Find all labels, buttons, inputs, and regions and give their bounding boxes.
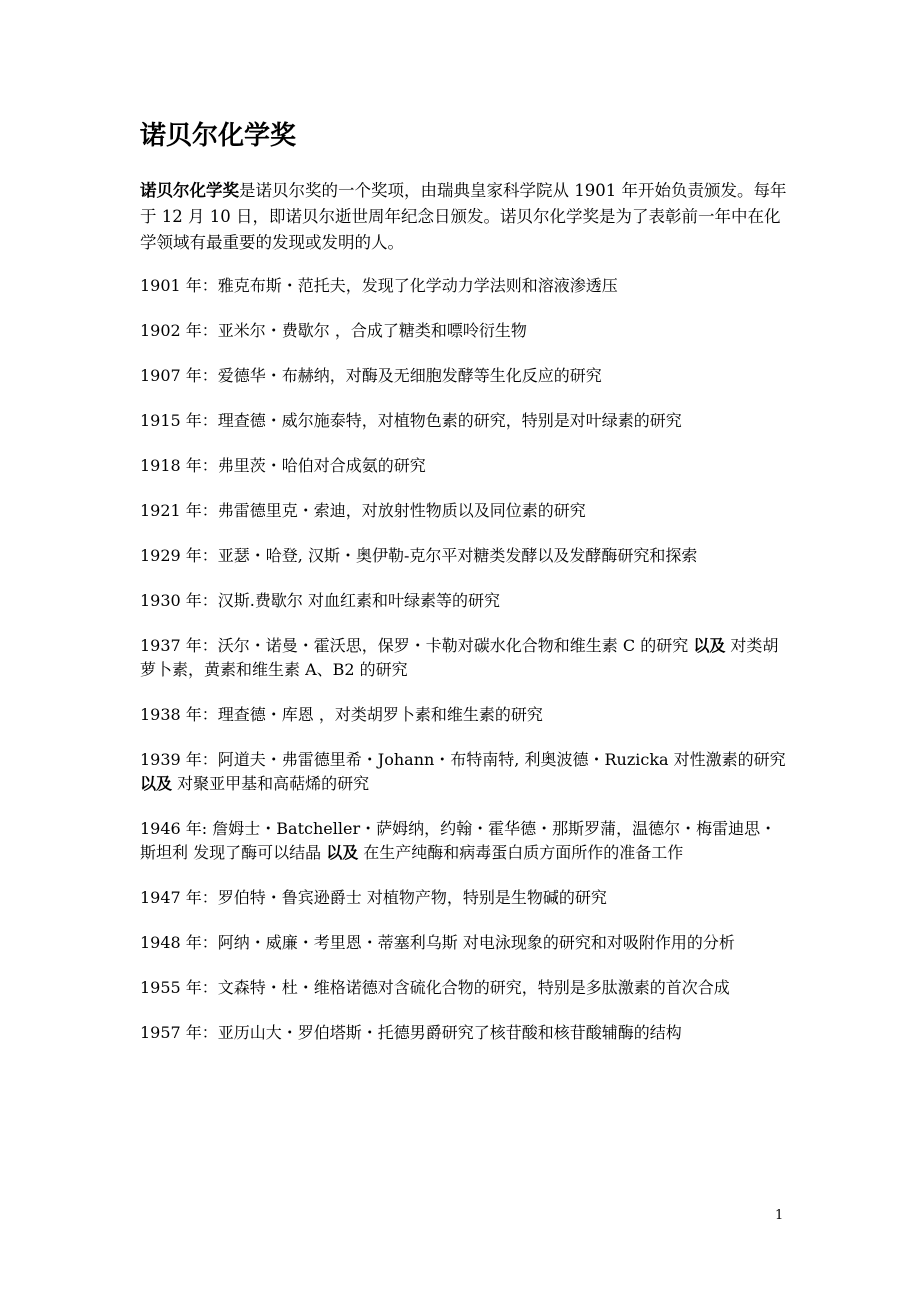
laureate-entry — [140, 931, 788, 955]
entry-text: 1907 年：爱德华・布赫纳，对酶及无细胞发酵等生化反应的研究 — [140, 366, 602, 385]
entry-text: 1939 年：阿道夫・弗雷德里希・Johann・布特南特, 利奥波德・Ruzicka 对性激素的研究 — [140, 750, 786, 769]
entry-text: 1938 年：理查德・库恩 ，对类胡罗卜素和维生素的研究 — [140, 705, 543, 724]
intro-text: 是诺贝尔奖的一个奖项，由瑞典皇家科学院从 1901 年开始负责颁发。每年于 12 月 10 日，即诺贝尔逝世周年纪念日颁发。诺贝尔化学奖是为了表彰前一年中在化学领域有最重要的发现或发明的人。 — [140, 181, 787, 252]
connector-keyword: 以及 — [326, 843, 359, 862]
entry-text: 1948 年：阿纳・威廉・考里恩・蒂塞利乌斯 对电泳现象的研究和对吸附作用的分析 — [140, 933, 735, 952]
laureate-entry — [140, 634, 788, 682]
laureate-entry — [140, 703, 788, 727]
entry-text: 1902 年：亚米尔・费歇尔 ，合成了糖类和嘌呤衍生物 — [140, 321, 527, 340]
laureate-entry — [140, 544, 788, 568]
laureate-entry — [140, 274, 788, 298]
laureate-entry — [140, 886, 788, 910]
entry-text: 1937 年：沃尔・诺曼・霍沃思，保罗・卡勒对碳水化合物和维生素 C 的研究 — [140, 636, 694, 655]
entry-text: 1915 年：理查德・威尔施泰特，对植物色素的研究，特别是对叶绿素的研究 — [140, 411, 682, 430]
entry-text: 在生产纯酶和病毒蛋白质方面所作的准备工作 — [358, 843, 684, 862]
laureate-entry — [140, 976, 788, 1000]
intro-paragraph — [140, 178, 788, 256]
laureate-entry — [140, 817, 788, 865]
entry-text: 1955 年：文森特・杜・维格诺德对含硫化合物的研究，特别是多肽激素的首次合成 — [140, 978, 730, 997]
laureate-entry — [140, 409, 788, 433]
laureate-entry — [140, 454, 788, 478]
entry-text: 对聚亚甲基和高萜烯的研究 — [172, 774, 370, 793]
entry-text: 1947 年：罗伯特・鲁宾逊爵士 对植物产物，特别是生物碱的研究 — [140, 888, 607, 907]
intro-term: 诺贝尔化学奖 — [140, 181, 239, 200]
laureate-entry — [140, 1021, 788, 1045]
entry-text: 1946 年: 詹姆士・Batcheller・萨姆纳，约翰・霍华德・那斯罗蒲，温德尔・梅雷迪思・斯坦利 发现了酶可以结晶 — [140, 819, 777, 862]
laureate-entry — [140, 748, 788, 796]
entry-text: 1921 年：弗雷德里克・索迪，对放射性物质以及同位素的研究 — [140, 501, 586, 520]
laureate-entry — [140, 589, 788, 613]
laureate-entry — [140, 364, 788, 388]
page-number: 1 — [775, 1208, 784, 1223]
entry-text: 1957 年：亚历山大・罗伯塔斯・托德男爵研究了核苷酸和核苷酸辅酶的结构 — [140, 1023, 682, 1042]
laureate-entry — [140, 499, 788, 523]
laureate-list — [140, 274, 788, 1066]
entry-text: 1918 年：弗里茨・哈伯对合成氨的研究 — [140, 456, 426, 475]
connector-keyword: 以及 — [140, 774, 173, 793]
entry-text: 1901 年：雅克布斯・范托夫，发现了化学动力学法则和溶液渗透压 — [140, 276, 618, 295]
laureate-entry — [140, 319, 788, 343]
entry-text: 1930 年：汉斯.费歇尔 对血红素和叶绿素等的研究 — [140, 591, 500, 610]
entry-text: 1929 年：亚瑟・哈登, 汉斯・奥伊勒-克尔平对糖类发酵以及发酵酶研究和探索 — [140, 546, 698, 565]
page-title: 诺贝尔化学奖 — [140, 121, 297, 151]
document-page — [140, 0, 788, 1302]
connector-keyword: 以及 — [693, 636, 726, 655]
entry-text: 对类胡萝卜素，黄素和维生素 A、B2 的研究 — [140, 636, 779, 679]
